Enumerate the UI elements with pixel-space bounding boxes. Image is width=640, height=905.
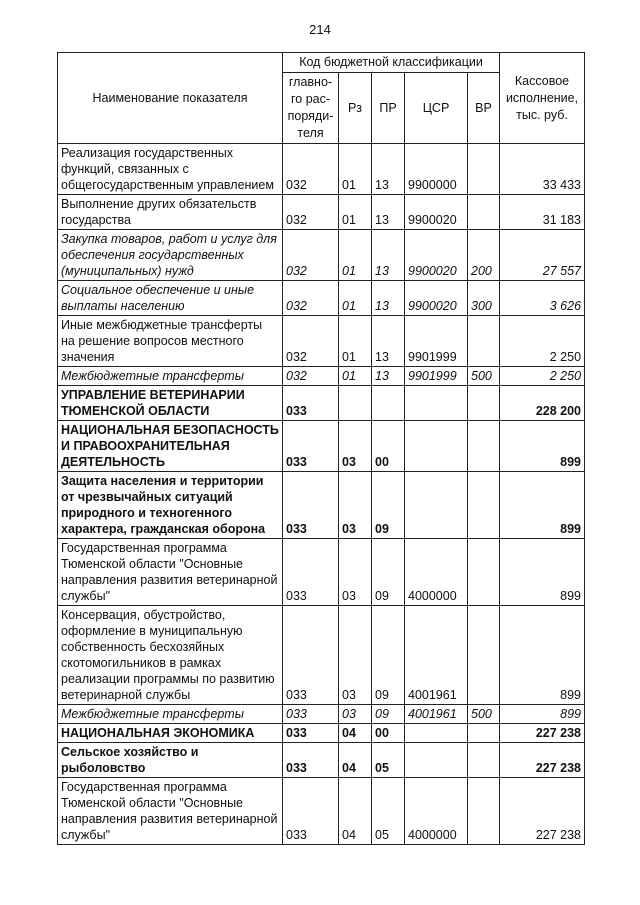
cell-pr: 09 (372, 472, 405, 539)
cell-csr: 4000000 (405, 778, 468, 845)
cell-amount: 899 (500, 606, 585, 705)
header-budget-classification: Код бюджетной классификации (283, 53, 500, 73)
cell-rz: 01 (339, 230, 372, 281)
cell-rz (339, 386, 372, 421)
table-row (58, 743, 585, 778)
budget-execution-table (57, 52, 585, 845)
cell-amount: 31 183 (500, 195, 585, 230)
cell-grbs: 033 (283, 539, 339, 606)
cell-indicator-name: Иные межбюджетные трансферты на решение вопросов местного значения (58, 316, 283, 367)
cell-rz: 03 (339, 606, 372, 705)
cell-indicator-name: Социальное обеспечение и иные выплаты населению (58, 281, 283, 316)
header-cash-execution: Кассовое исполнение, тыс. руб. (500, 53, 585, 144)
cell-csr: 9901999 (405, 316, 468, 367)
cell-vr (468, 386, 500, 421)
cell-pr: 00 (372, 421, 405, 472)
cell-amount: 899 (500, 421, 585, 472)
cell-grbs: 033 (283, 743, 339, 778)
cell-vr: 300 (468, 281, 500, 316)
table-body (58, 144, 585, 845)
table-row (58, 472, 585, 539)
cell-amount: 3 626 (500, 281, 585, 316)
cell-amount: 227 238 (500, 724, 585, 743)
header-csr: ЦСР (405, 73, 468, 144)
header-vr: ВР (468, 73, 500, 144)
cell-grbs: 032 (283, 367, 339, 386)
table-row (58, 386, 585, 421)
cell-grbs: 032 (283, 144, 339, 195)
cell-amount: 33 433 (500, 144, 585, 195)
cell-pr (372, 386, 405, 421)
table-row (58, 281, 585, 316)
cell-pr: 13 (372, 281, 405, 316)
cell-grbs: 033 (283, 606, 339, 705)
page-number: 214 (309, 22, 331, 37)
cell-csr (405, 724, 468, 743)
cell-vr (468, 421, 500, 472)
cell-csr (405, 421, 468, 472)
cell-rz: 03 (339, 472, 372, 539)
cell-indicator-name: НАЦИОНАЛЬНАЯ ЭКОНОМИКА (58, 724, 283, 743)
cell-vr (468, 472, 500, 539)
cell-rz: 01 (339, 281, 372, 316)
header-pr: ПР (372, 73, 405, 144)
cell-grbs: 033 (283, 421, 339, 472)
cell-indicator-name: Государственная программа Тюменской области "Основные направления развития ветеринарной службы" (58, 778, 283, 845)
table-row (58, 421, 585, 472)
table-row (58, 705, 585, 724)
cell-vr (468, 724, 500, 743)
cell-vr (468, 316, 500, 367)
cell-grbs: 033 (283, 386, 339, 421)
table-row (58, 778, 585, 845)
cell-grbs: 033 (283, 705, 339, 724)
cell-rz: 03 (339, 539, 372, 606)
cell-rz: 03 (339, 705, 372, 724)
cell-csr: 9900020 (405, 195, 468, 230)
cell-vr (468, 195, 500, 230)
cell-indicator-name: Сельское хозяйство и рыболовство (58, 743, 283, 778)
cell-csr: 9901999 (405, 367, 468, 386)
cell-indicator-name: УПРАВЛЕНИЕ ВЕТЕРИНАРИИ ТЮМЕНСКОЙ ОБЛАСТИ (58, 386, 283, 421)
cell-pr: 05 (372, 778, 405, 845)
cell-csr: 4000000 (405, 539, 468, 606)
cell-pr: 13 (372, 316, 405, 367)
cell-rz: 01 (339, 367, 372, 386)
cell-csr: 4001961 (405, 705, 468, 724)
cell-pr: 13 (372, 195, 405, 230)
cell-amount: 2 250 (500, 316, 585, 367)
cell-indicator-name: Государственная программа Тюменской области "Основные направления развития ветеринарной службы" (58, 539, 283, 606)
cell-vr (468, 778, 500, 845)
cell-rz: 03 (339, 421, 372, 472)
cell-vr: 200 (468, 230, 500, 281)
cell-grbs: 032 (283, 281, 339, 316)
cell-amount: 228 200 (500, 386, 585, 421)
table-row (58, 230, 585, 281)
header-rz: Рз (339, 73, 372, 144)
cell-amount: 899 (500, 705, 585, 724)
cell-rz: 04 (339, 743, 372, 778)
cell-amount: 2 250 (500, 367, 585, 386)
cell-vr (468, 606, 500, 705)
cell-grbs: 032 (283, 195, 339, 230)
cell-amount: 899 (500, 472, 585, 539)
cell-csr (405, 472, 468, 539)
cell-indicator-name: Межбюджетные трансферты (58, 367, 283, 386)
cell-vr: 500 (468, 367, 500, 386)
cell-pr: 05 (372, 743, 405, 778)
table-row (58, 724, 585, 743)
cell-pr: 13 (372, 230, 405, 281)
cell-rz: 01 (339, 144, 372, 195)
cell-vr (468, 144, 500, 195)
cell-grbs: 032 (283, 316, 339, 367)
cell-amount: 227 238 (500, 778, 585, 845)
cell-grbs: 032 (283, 230, 339, 281)
cell-csr (405, 386, 468, 421)
header-indicator-name: Наименование показателя (58, 53, 283, 144)
table-row (58, 367, 585, 386)
cell-amount: 899 (500, 539, 585, 606)
cell-indicator-name: Выполнение других обязательств государства (58, 195, 283, 230)
table-row (58, 144, 585, 195)
table-row (58, 606, 585, 705)
cell-rz: 04 (339, 778, 372, 845)
cell-indicator-name: Межбюджетные трансферты (58, 705, 283, 724)
cell-amount: 27 557 (500, 230, 585, 281)
cell-vr: 500 (468, 705, 500, 724)
cell-csr (405, 743, 468, 778)
cell-amount: 227 238 (500, 743, 585, 778)
cell-vr (468, 539, 500, 606)
cell-rz: 01 (339, 316, 372, 367)
cell-csr: 9900000 (405, 144, 468, 195)
cell-grbs: 033 (283, 472, 339, 539)
cell-pr: 09 (372, 606, 405, 705)
cell-grbs: 033 (283, 778, 339, 845)
cell-grbs: 033 (283, 724, 339, 743)
header-grbs: главно-го рас-поряди-теля (283, 73, 339, 144)
cell-csr: 4001961 (405, 606, 468, 705)
cell-pr: 13 (372, 367, 405, 386)
cell-indicator-name: Закупка товаров, работ и услуг для обеспечения государственных (муниципальных) нужд (58, 230, 283, 281)
cell-indicator-name: НАЦИОНАЛЬНАЯ БЕЗОПАСНОСТЬ И ПРАВООХРАНИТЕЛЬНАЯ ДЕЯТЕЛЬНОСТЬ (58, 421, 283, 472)
table-row (58, 195, 585, 230)
table-row (58, 539, 585, 606)
cell-vr (468, 743, 500, 778)
cell-pr: 09 (372, 539, 405, 606)
table-row (58, 316, 585, 367)
cell-csr: 9900020 (405, 230, 468, 281)
cell-pr: 00 (372, 724, 405, 743)
cell-indicator-name: Защита населения и территории от чрезвычайных ситуаций природного и техногенного характера, гражданская оборона (58, 472, 283, 539)
cell-pr: 13 (372, 144, 405, 195)
cell-indicator-name: Консервация, обустройство, оформление в муниципальную собственность бесхозяйных скотомогильников в рамках реализации программы по развитию ветеринарной службы (58, 606, 283, 705)
cell-rz: 01 (339, 195, 372, 230)
cell-indicator-name: Реализация государственных функций, связанных с общегосударственным управлением (58, 144, 283, 195)
cell-pr: 09 (372, 705, 405, 724)
cell-csr: 9900020 (405, 281, 468, 316)
cell-rz: 04 (339, 724, 372, 743)
